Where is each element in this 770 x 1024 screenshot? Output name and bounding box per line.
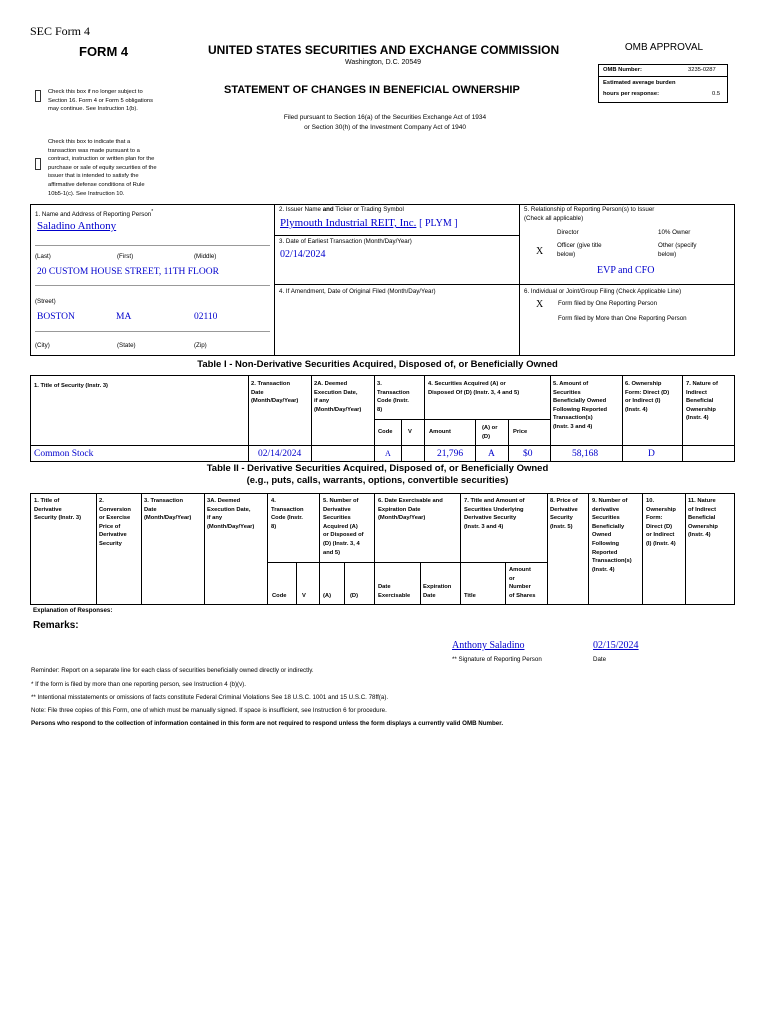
box2-label-b: Ticker or Trading Symbol	[333, 206, 404, 213]
t1-row-ad: A	[488, 449, 495, 459]
state-label: (State)	[117, 342, 136, 349]
t2-col-date	[144, 497, 191, 523]
t2-h5-line: Securities	[323, 515, 351, 522]
filed-pursuant-line1: Filed pursuant to Section 16(a) of the Securities Exchange Act of 1934	[283, 114, 487, 121]
t1-row-form: D	[648, 449, 655, 459]
t2-sub-exer-line: Date	[378, 584, 391, 590]
t1-h5-line: Following Reported	[553, 406, 608, 413]
t2-h5-line: 5. Number of	[323, 498, 359, 504]
t2-h1-line: Security (Instr. 3)	[34, 515, 82, 522]
checkbox2-line: issuer that is intended to satisfy the	[48, 173, 139, 180]
checkbox2-line: contract, instruction or written plan for the	[48, 156, 155, 163]
t1-sub-amount: Amount	[429, 429, 451, 435]
other-line: below)	[658, 250, 677, 258]
sec-form-label: SEC Form 4	[30, 24, 91, 38]
t2-h8-line: Derivative	[550, 506, 578, 513]
checkbox2-line: 10b5-1(c). See Instruction 10.	[48, 190, 125, 197]
omb-number-label: OMB Number:	[603, 67, 642, 73]
street-label: (Street)	[35, 298, 56, 305]
t2-h5-line: and 5)	[323, 549, 341, 556]
t2-col-number	[323, 497, 364, 557]
ten-percent-owner-option[interactable]: 10% Owner	[658, 229, 691, 236]
t1-h3-line: Transaction	[377, 389, 410, 396]
t1-row-price: $0	[523, 449, 533, 459]
t2-col-deemed	[207, 497, 254, 531]
t2-h10-line: or Indirect	[646, 532, 675, 539]
t2-h3-line: (Month/Day/Year)	[144, 515, 192, 522]
t1-h2-line: (Month/Day/Year)	[251, 398, 299, 405]
box1-label: 1. Name and Address of Reporting Person	[35, 211, 152, 219]
t1-h7-line: Beneficial	[686, 398, 714, 405]
t2-sub-exercisable	[378, 583, 410, 600]
other-option[interactable]	[658, 242, 697, 259]
t2-h2-line: Conversion	[99, 506, 131, 513]
filed-pursuant-line2: or Section 30(h) of the Investment Company Act of 1940	[304, 124, 466, 131]
box4-label: 4. If Amendment, Date of Original Filed (Month/Day/Year)	[279, 288, 436, 295]
t1-row-code: A	[385, 449, 391, 458]
t2-sub-exer-line: Exercisable	[378, 592, 411, 599]
t2-col-title	[34, 497, 81, 523]
t1-col-title: 1. Title of Security (Instr. 3)	[34, 383, 108, 389]
t2-h3a-line: 3A. Deemed	[207, 498, 241, 504]
t1-h6-line: 6. Ownership	[625, 381, 662, 387]
t2-h9-line: (Instr. 4)	[592, 566, 615, 573]
t2-sub-code: Code	[272, 593, 287, 599]
t2-col-conversion	[99, 497, 131, 549]
officer-option[interactable]	[557, 242, 602, 259]
t2-h10-line: (I) (Instr. 4)	[646, 540, 676, 547]
t2-h2-line: or Exercise	[99, 515, 131, 522]
t1-h6-line: Form: Direct (D)	[625, 389, 670, 396]
officer-title: EVP and CFO	[597, 265, 655, 276]
signature-name-link[interactable]: Anthony Saladino	[452, 640, 525, 651]
t2-sub-amount-line: of Shares	[509, 592, 536, 599]
checkbox2-line: purchase or sale of equity securities of the	[48, 164, 157, 171]
last-label: (Last)	[35, 253, 51, 260]
t2-h3a-line: (Month/Day/Year)	[207, 523, 255, 530]
t1-h3-line: 8)	[377, 406, 383, 413]
location: Washington, D.C. 20549	[345, 59, 422, 66]
first-label: (First)	[117, 253, 134, 260]
no-longer-subject-checkbox[interactable]	[35, 90, 41, 102]
t2-h9-line: Securities	[592, 515, 620, 522]
t2-sub-expiration	[423, 583, 451, 600]
checkbox2-line: affirmative defense conditions of Rule	[48, 181, 145, 188]
t2-h9-line: Beneficially	[592, 523, 625, 530]
t2-sub-title: Title	[464, 593, 476, 599]
t1-h6-line: (Instr. 4)	[625, 406, 648, 413]
t2-col-ownership-form	[646, 497, 676, 549]
checkbox1-line: Section 16. Form 4 or Form 5 obligations	[48, 97, 154, 104]
t1-h2-line: Date	[251, 389, 264, 396]
t2-sub-exp-line: Expiration	[423, 584, 452, 590]
state-value: MA	[116, 312, 132, 322]
t2-h11-line: Beneficial	[688, 515, 716, 522]
t2-h4-line: 4.	[271, 498, 276, 504]
checkbox2-line: transaction was made pursuant to a	[48, 147, 140, 154]
city-value: BOSTON	[37, 312, 75, 322]
reporting-person-name-link[interactable]: Saladino Anthony	[37, 220, 117, 232]
omb-number-value: 3235-0287	[688, 67, 716, 73]
t2-h5-line: (D) (Instr. 3, 4	[323, 540, 360, 547]
t2-sub-amount-line: Number	[509, 584, 531, 591]
filed-by-one-option[interactable]: Form filed by One Reporting Person	[558, 300, 658, 307]
omb-burden-label-1: Estimated average burden	[603, 80, 676, 86]
t2-h7-line: Derivative Security	[464, 515, 517, 522]
t2-h9-line: 9. Number of	[592, 498, 628, 504]
remarks-label: Remarks:	[33, 620, 79, 631]
t1-row-date: 02/14/2024	[258, 449, 302, 459]
t2-h3a-line: if any	[207, 515, 223, 522]
t1-h5-line: Securities	[553, 389, 581, 396]
issuer-group	[280, 217, 458, 229]
checkbox2-text	[48, 138, 157, 198]
t1-col-date	[251, 380, 298, 406]
box2-label	[279, 206, 404, 215]
t1-col-nature	[686, 380, 718, 423]
t1-row-security: Common Stock	[34, 449, 94, 459]
earliest-transaction-date: 02/14/2024	[280, 249, 326, 260]
one-person-check-mark: X	[536, 299, 544, 310]
t1-h2a-line: (Month/Day/Year)	[314, 406, 362, 413]
t1-h5-line: (Instr. 3 and 4)	[553, 423, 593, 430]
box5-label	[524, 206, 654, 223]
footer-note-violations: ** Intentional misstatements or omissions of facts constitute Federal Criminal Violations See 18 U.S.C. 1001 and 15 U.S.C. 78ff(a).	[31, 694, 389, 701]
footer-note-multiple: * If the form is filed by more than one reporting person, see Instruction 4 (b)(v).	[31, 681, 246, 688]
date-label: Date	[593, 656, 607, 663]
t2-h7-line: 7. Title and Amount of	[464, 498, 525, 504]
t2-sub-amount-line: Amount	[509, 567, 531, 573]
t2-h11-line: of Indirect	[688, 506, 717, 513]
t2-h9-line: derivative	[592, 506, 620, 513]
t1-col-code	[377, 380, 410, 414]
t2-h6-line: 6. Date Exercisable and	[378, 498, 443, 504]
t2-col-underlying	[464, 497, 525, 531]
t1-sub-price: Price	[513, 429, 528, 435]
box1-asterisk: *	[151, 209, 154, 215]
t1-sub-v: V	[408, 429, 412, 435]
footer-omb-notice: Persons who respond to the collection of information contained in this form are not required to respond unless the form displays a currently valid OMB Number.	[31, 720, 504, 727]
t2-h10-line: Direct (D)	[646, 523, 673, 530]
t1-h5-line: Beneficially Owned	[553, 398, 607, 405]
t2-sub-amount-line: or	[509, 575, 515, 582]
t2-h10-line: Form:	[646, 515, 663, 522]
box5-label-line: (Check all applicable)	[524, 214, 584, 222]
t2-h9-line: Transaction(s)	[592, 558, 632, 565]
t1-col-deemed	[314, 380, 361, 414]
form-title: FORM 4	[79, 44, 129, 59]
t1-h5-line: Transaction(s)	[553, 415, 593, 422]
filed-by-more-option[interactable]: Form filed by More than One Reporting Person	[558, 315, 687, 322]
statement-title: STATEMENT OF CHANGES IN BENEFICIAL OWNERSHIP	[224, 84, 520, 96]
t1-col-ownership-form	[625, 380, 669, 414]
t1-h2-line: 2. Transaction	[251, 381, 290, 387]
box5-label-line: 5. Relationship of Reporting Person(s) to Issuer	[524, 206, 655, 213]
t2-h4-line: Transaction	[271, 506, 304, 513]
explanation-label: Explanation of Responses:	[33, 607, 113, 614]
t2-h7-line: Securities Underlying	[464, 506, 524, 513]
t1-sub-ad-line: (D)	[482, 433, 491, 440]
checkbox1-line: may continue. See Instruction 1(b).	[48, 106, 138, 113]
officer-check-mark: X	[536, 246, 544, 257]
t2-h11-line: Ownership	[688, 523, 718, 530]
table2-title-line1: Table II - Derivative Securities Acquired, Disposed of, or Beneficially Owned	[206, 463, 549, 474]
t2-h9-line: Owned	[592, 532, 612, 539]
table2-title	[0, 463, 755, 487]
t2-sub-d: (D)	[350, 593, 359, 599]
box1-label-group	[35, 208, 153, 220]
t2-h2-line: Security	[99, 540, 122, 547]
t1-row-owned: 58,168	[572, 449, 599, 459]
t2-col-price	[550, 497, 578, 531]
t2-h6-line: (Month/Day/Year)	[378, 515, 426, 522]
middle-label: (Middle)	[194, 253, 217, 260]
t1-h6-line: or Indirect (I)	[625, 398, 661, 405]
t1-h7-line: (Instr. 4)	[686, 415, 709, 422]
t2-h5-line: Acquired (A)	[323, 523, 358, 530]
t2-col-exercisable	[378, 497, 443, 523]
t2-col-owned	[592, 497, 632, 574]
t2-h11-line: 11. Nature	[688, 498, 716, 504]
t1-h2a-line: 2A. Deemed	[314, 381, 348, 387]
t2-h9-line: Reported	[592, 549, 618, 556]
footer-reminder: Reminder: Report on a separate line for each class of securities beneficially owned directly or indirectly.	[31, 667, 314, 674]
t1-h7-line: Indirect	[686, 389, 707, 396]
t2-h6-line: Expiration Date	[378, 506, 421, 513]
checkbox2-line: Check this box to indicate that a	[48, 139, 131, 145]
table1-title: Table I - Non-Derivative Securities Acquired, Disposed of, or Beneficially Owned	[197, 359, 558, 370]
t2-h1-line: Derivative	[34, 506, 62, 513]
t2-h10-line: 10.	[646, 498, 655, 504]
t1-h4-line: 4. Securities Acquired (A) or	[428, 381, 506, 387]
ticker-symbol: [ PLYM ]	[419, 218, 458, 229]
rule-10b5-checkbox[interactable]	[35, 158, 41, 170]
t1-h3-line: Code (Instr.	[377, 398, 409, 405]
zip-label: (Zip)	[194, 342, 207, 349]
filed-pursuant	[0, 113, 770, 133]
t2-h1-line: 1. Title of	[34, 498, 60, 504]
t2-col-code	[271, 497, 304, 531]
box6-label: 6. Individual or Joint/Group Filing (Check Applicable Line)	[524, 288, 682, 295]
officer-line: below)	[557, 250, 576, 258]
t2-sub-amount	[509, 566, 535, 600]
t1-sub-code: Code	[378, 429, 393, 435]
box2-label-and: and	[322, 206, 334, 213]
t2-h10-line: Ownership	[646, 506, 676, 513]
issuer-name-link[interactable]: Plymouth Industrial REIT, Inc.	[280, 217, 417, 229]
t2-h4-line: 8)	[271, 523, 277, 530]
other-line: Other (specify	[658, 242, 697, 249]
signature-date-link[interactable]: 02/15/2024	[593, 640, 639, 651]
footer-note-copies: Note: File three copies of this Form, one of which must be manually signed. If space is insufficient, see Instruction 6 for procedure.	[31, 707, 387, 714]
t1-col-acquired	[428, 380, 519, 397]
officer-line: Officer (give title	[557, 242, 602, 249]
t1-h7-line: 7. Nature of	[686, 381, 718, 387]
t2-col-nature	[688, 497, 718, 540]
t1-h7-line: Ownership	[686, 406, 716, 413]
t1-h4-line: Disposed Of (D) (Instr. 3, 4 and 5)	[428, 389, 520, 396]
signature-label: ** Signature of Reporting Person	[452, 656, 542, 663]
t2-sub-v: V	[302, 593, 306, 599]
table2-title-line2: (e.g., puts, calls, warrants, options, convertible securities)	[246, 475, 509, 486]
t2-sub-exp-line: Date	[423, 592, 436, 599]
t1-sub-ad	[482, 424, 497, 441]
checkbox1-text	[48, 88, 153, 114]
t2-h3-line: 3. Transaction	[144, 498, 183, 504]
t1-h3-line: 3.	[377, 381, 382, 387]
t1-h5-line: 5. Amount of	[553, 381, 589, 387]
city-label: (City)	[35, 342, 50, 349]
t2-h2-line: Derivative	[99, 532, 127, 539]
t1-sub-ad-line: (A) or	[482, 425, 498, 431]
omb-burden-label-2: hours per response:	[603, 91, 660, 97]
t1-h2a-line: Execution Date,	[314, 389, 358, 396]
commission-title: UNITED STATES SECURITIES AND EXCHANGE COMMISSION	[208, 43, 560, 57]
box3-label: 3. Date of Earliest Transaction (Month/Day/Year)	[279, 238, 412, 245]
t2-h8-line: Security	[550, 515, 573, 522]
director-option[interactable]: Director	[557, 229, 579, 236]
t2-h9-line: Following	[592, 540, 620, 547]
t1-h2a-line: if any	[314, 398, 330, 405]
t1-col-owned	[553, 380, 607, 432]
t2-sub-a: (A)	[323, 593, 332, 599]
t2-h3a-line: Execution Date,	[207, 506, 251, 513]
street-value: 20 CUSTOM HOUSE STREET, 11TH FLOOR	[37, 267, 219, 277]
omb-approval-header: OMB APPROVAL	[624, 42, 704, 53]
t2-h11-line: (Instr. 4)	[688, 532, 711, 539]
t2-h8-line: 8. Price of	[550, 498, 578, 504]
t2-h7-line: (Instr. 3 and 4)	[464, 523, 504, 530]
box2-label-a: 2. Issuer Name	[279, 206, 323, 213]
omb-burden-value: 0.5	[712, 91, 721, 97]
t2-h2-line: Price of	[99, 523, 121, 530]
t2-h3-line: Date	[144, 506, 157, 513]
t1-row-amount: 21,796	[437, 449, 464, 459]
t2-h2-line: 2.	[99, 498, 104, 504]
t2-h5-line: or Disposed of	[323, 532, 364, 539]
t2-h5-line: Derivative	[323, 506, 351, 513]
t2-h4-line: Code (Instr.	[271, 515, 303, 522]
checkbox1-line: Check this box if no longer subject to	[48, 89, 143, 95]
zip-value: 02110	[194, 312, 218, 322]
t2-h8-line: (Instr. 5)	[550, 523, 573, 530]
